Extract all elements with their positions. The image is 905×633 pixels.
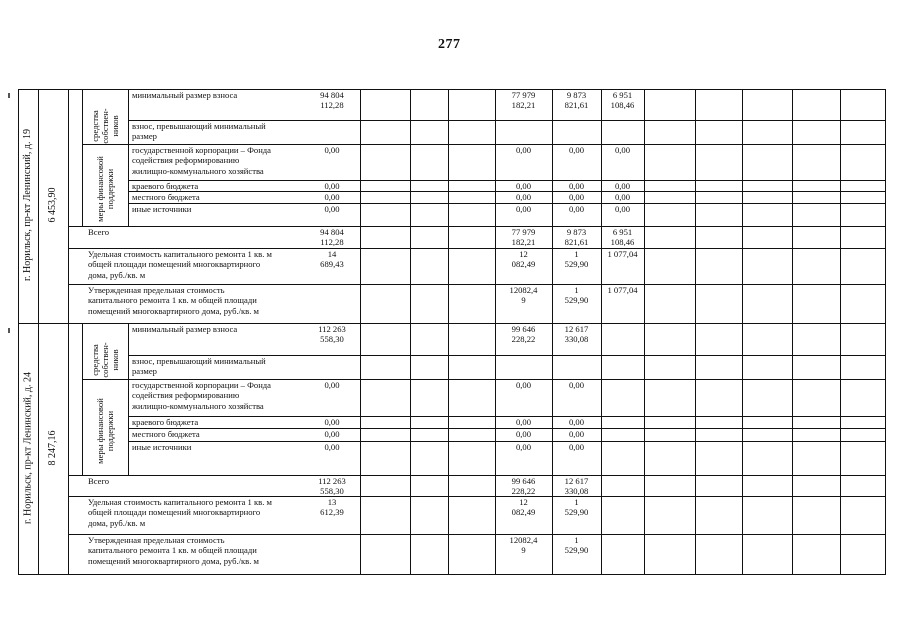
table-rule (18, 89, 19, 324)
table-rule (885, 89, 886, 324)
table-rule (410, 323, 411, 575)
cell-value: 12 082,49 (511, 497, 536, 518)
table-rule (742, 89, 743, 324)
cell-value: 12082,4 9 (509, 285, 538, 306)
table-rule (695, 323, 696, 575)
cell-value: 0,00 (515, 417, 532, 427)
table-rule (840, 323, 841, 575)
cell-value: 112 263 558,30 (318, 324, 346, 345)
cell-value: 0,00 (515, 442, 532, 452)
table-rule (410, 89, 411, 324)
table-rule (792, 323, 793, 575)
cell-value: 12082,4 9 (509, 535, 538, 556)
table-rule (448, 323, 449, 575)
cell-value: 6 951 108,46 (610, 90, 635, 111)
cell-value: 0,00 (324, 145, 340, 155)
cell-value: 9 873 821,61 (564, 227, 589, 248)
cell-value: 14 689,43 (320, 249, 344, 270)
cell-value: 0,00 (515, 181, 532, 191)
row-label: краевого бюджета (132, 181, 199, 191)
row-label: Утвержденная предельная стоимость капитального ремонта 1 кв. м общей площади помещений многоквартирного дома, руб./кв. м (88, 535, 259, 566)
cell-value: 0,00 (568, 442, 585, 452)
group-support-label: меры финансовой поддержки (95, 398, 115, 464)
group-owners-label: средства собствен- ников (90, 342, 120, 378)
table-rule (82, 323, 83, 476)
cell-value: 77 979 182,21 (511, 227, 536, 248)
cell-value: 1 077,04 (607, 249, 638, 259)
cell-value: 1 529,90 (564, 497, 589, 518)
page-number: 277 (438, 37, 461, 52)
cell-value: 0,00 (568, 204, 585, 214)
table-rule (885, 323, 886, 575)
row-label: местного бюджета (132, 429, 200, 439)
cell-value: 0,00 (614, 192, 631, 202)
cell-value: 0,00 (568, 417, 585, 427)
table-rule (68, 323, 69, 575)
cell-value: 9 873 821,61 (564, 90, 589, 111)
cell-value: 0,00 (568, 145, 585, 155)
row-label: иные источники (132, 204, 192, 214)
table-rule (360, 323, 361, 575)
row-label: краевого бюджета (132, 417, 199, 427)
cell-value: 0,00 (324, 192, 340, 202)
cell-value: 1 529,90 (564, 285, 589, 306)
area-value: 6 453,90 (47, 187, 58, 223)
row-label: минимальный размер взноса (132, 90, 238, 100)
cell-value: 94 804 112,28 (320, 90, 344, 111)
cell-value: 12 617 330,08 (564, 476, 589, 497)
table-rule (792, 89, 793, 324)
cell-value: 0,00 (614, 181, 631, 191)
cell-value: 1 529,90 (564, 249, 589, 270)
cell-value: 99 646 228,22 (511, 324, 536, 345)
area-value: 8 247,16 (47, 430, 58, 465)
cell-value: 0,00 (515, 192, 532, 202)
table-rule (82, 89, 83, 227)
cell-value: 0,00 (324, 380, 340, 390)
cell-value: 112 263 558,30 (318, 476, 346, 497)
cell-value: 0,00 (568, 181, 585, 191)
cell-value: 0,00 (614, 145, 631, 155)
cell-value: 0,00 (324, 442, 340, 452)
cell-value: 0,00 (568, 380, 585, 390)
row-label: иные источники (132, 442, 192, 452)
cell-value: 0,00 (568, 429, 585, 439)
row-label: взнос, превышающий минимальный размер (132, 356, 266, 377)
row-label: минимальный размер взноса (132, 324, 238, 334)
row-label: Утвержденная предельная стоимость капитального ремонта 1 кв. м общей площади помещений многоквартирного дома, руб./кв. м (88, 285, 259, 316)
cell-value: 0,00 (515, 429, 532, 439)
cell-value: 0,00 (324, 429, 340, 439)
table-rule (38, 323, 39, 575)
table-rule (128, 323, 129, 476)
row-label: местного бюджета (132, 192, 200, 202)
row-label: Всего (88, 227, 110, 237)
cell-value: 0,00 (515, 380, 532, 390)
row-label: Удельная стоимость капитального ремонта 1 кв. м общей площади помещений многоквартирного дома, руб./кв. м (88, 249, 272, 280)
cell-value: 1 077,04 (607, 285, 638, 295)
address-label: г. Норильск, пр-кт Ленинский, д. 19 (22, 129, 33, 281)
table-rule (840, 89, 841, 324)
table-rule (38, 89, 39, 324)
cell-value: 0,00 (324, 181, 340, 191)
table-rule (448, 89, 449, 324)
cell-value: 0,00 (515, 145, 532, 155)
cell-value: 99 646 228,22 (511, 476, 536, 497)
table-rule (18, 574, 885, 575)
table-rule (18, 323, 19, 575)
cell-value: 1 529,90 (564, 535, 589, 556)
row-label: Удельная стоимость капитального ремонта 1 кв. м общей площади помещений многоквартирного дома, руб./кв. м (88, 497, 272, 528)
cell-value: 94 804 112,28 (320, 227, 344, 248)
group-owners-label: средства собствен- ников (90, 107, 120, 144)
cell-value: 77 979 182,21 (511, 90, 536, 111)
cell-value: 13 612,39 (320, 497, 344, 518)
table-rule (644, 89, 645, 324)
table-rule (601, 323, 602, 575)
cell-value: 12 617 330,08 (564, 324, 589, 345)
table-rule (644, 323, 645, 575)
cell-value: 0,00 (324, 417, 340, 427)
cell-value: 6 951 108,46 (610, 227, 635, 248)
cell-value: 12 082,49 (511, 249, 536, 270)
cell-value: 0,00 (614, 204, 631, 214)
table-rule (360, 89, 361, 324)
table-rule (68, 89, 69, 324)
table-rule (128, 89, 129, 227)
table-rule (695, 89, 696, 324)
row-label: взнос, превышающий минимальный размер (132, 121, 266, 142)
cell-value: 0,00 (515, 204, 532, 214)
row-label: Всего (88, 476, 110, 486)
row-label: государственной корпорации – Фонда содействия реформированию жилищно-коммунального хозяйства (132, 145, 271, 176)
cell-value: 0,00 (324, 204, 340, 214)
group-support-label: меры финансовой поддержки (95, 156, 115, 222)
row-label: государственной корпорации – Фонда содействия реформированию жилищно-коммунального хозяйства (132, 380, 271, 411)
table-rule (742, 323, 743, 575)
address-label: г. Норильск, пр-кт Ленинский, д. 24 (22, 371, 33, 524)
cell-value: 0,00 (568, 192, 585, 202)
